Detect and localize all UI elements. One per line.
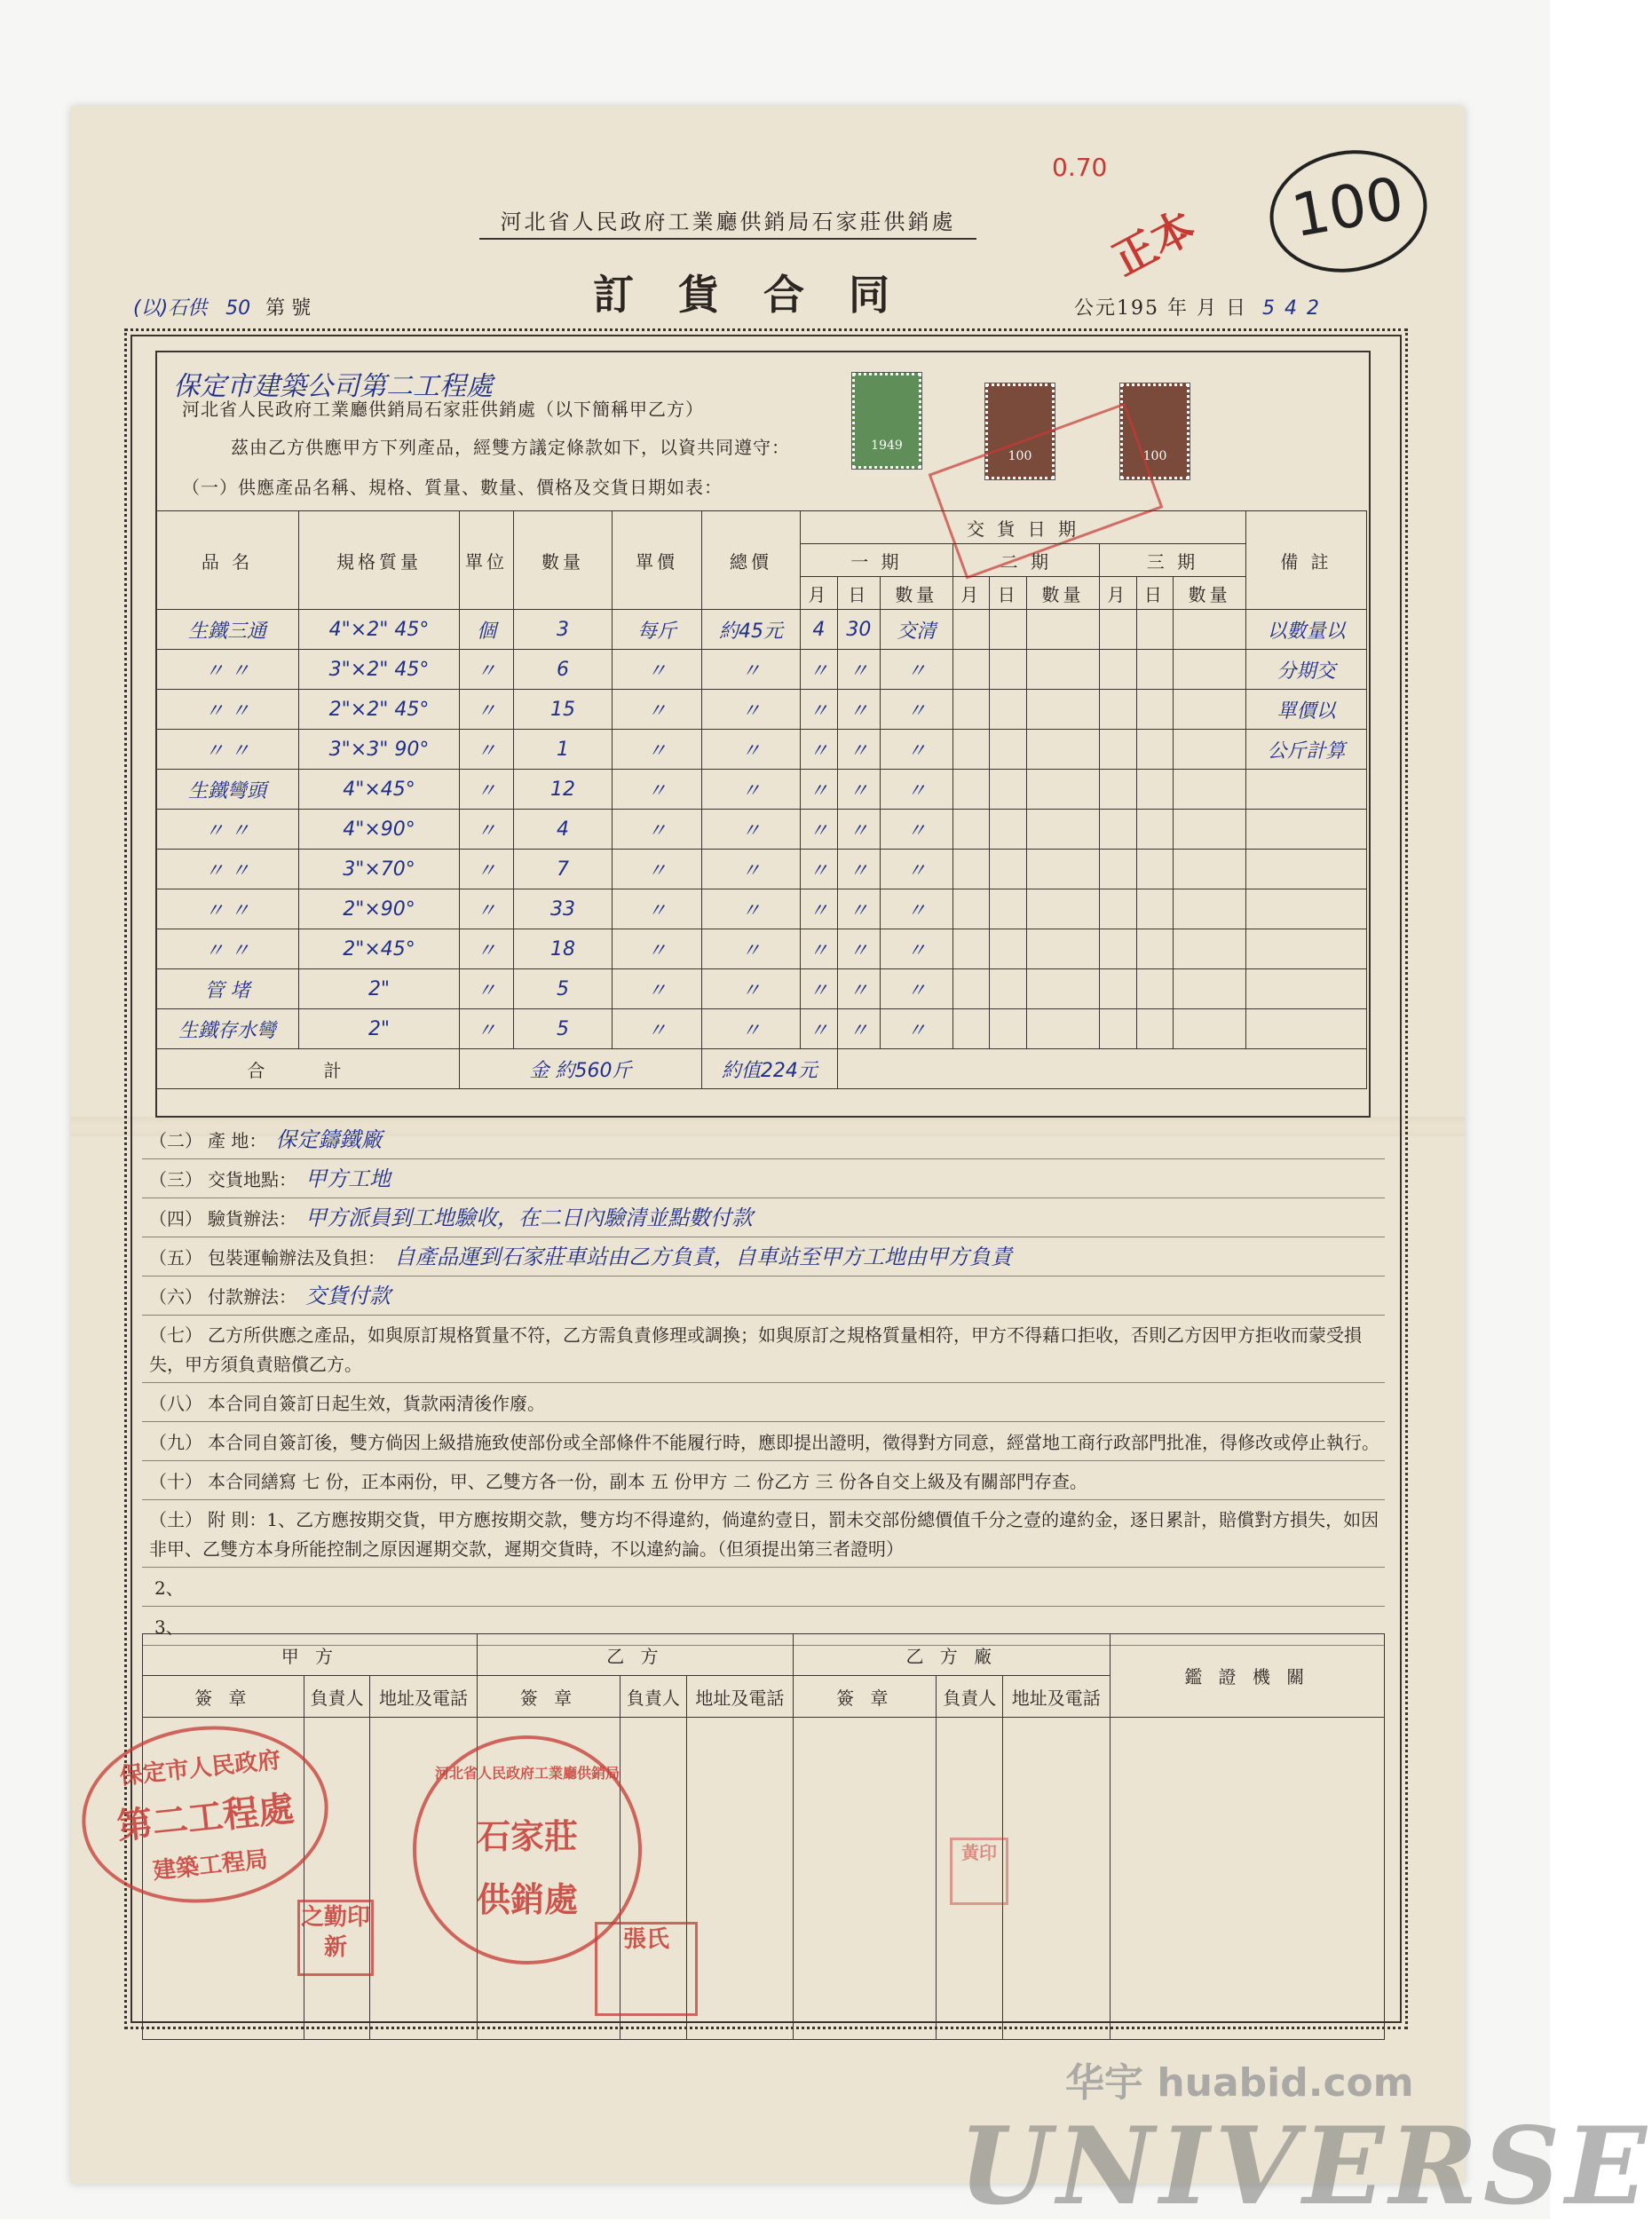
clause-number: （五） xyxy=(149,1247,202,1269)
cell-price: 〃 xyxy=(613,810,702,850)
col-price: 單價 xyxy=(613,511,702,610)
clause-number: （七） xyxy=(149,1324,202,1346)
cell-empty xyxy=(1136,810,1174,850)
clause-fill: 保定鑄鐵廠 xyxy=(275,1127,383,1152)
cell-qty: 7 xyxy=(514,850,613,889)
clause-fill: 甲方派員到工地驗收，在二日內驗清並點數付款 xyxy=(305,1205,753,1230)
cell-total: 〃 xyxy=(702,1009,801,1049)
cell-month: 〃 xyxy=(801,730,838,770)
cell-name: 〃 〃 xyxy=(156,730,299,770)
cell-empty xyxy=(1027,690,1100,730)
goods-row xyxy=(156,690,1367,730)
cell-empty xyxy=(990,929,1027,969)
factory-seal-cell xyxy=(794,1718,937,2040)
cell-amount: 〃 xyxy=(881,889,953,929)
cell-empty xyxy=(990,969,1027,1009)
cell-day: 〃 xyxy=(837,929,880,969)
cell-spec: 2" xyxy=(299,1009,460,1049)
clause-number: （十） xyxy=(149,1471,202,1492)
col-amount: 數量 xyxy=(881,577,953,610)
seal-label: 簽 章 xyxy=(794,1676,937,1718)
party-a-header: 甲 方 xyxy=(143,1634,478,1676)
col-qty: 數量 xyxy=(514,511,613,610)
cell-day: 〃 xyxy=(837,850,880,889)
cell-price: 〃 xyxy=(613,889,702,929)
cell-empty xyxy=(990,610,1027,650)
responsible-label: 負責人 xyxy=(620,1676,687,1718)
cell-empty xyxy=(952,650,990,690)
cell-spec: 2"×2" 45° xyxy=(299,690,460,730)
cell-total: 〃 xyxy=(702,810,801,850)
address-label: 地址及電話 xyxy=(1003,1676,1110,1718)
cell-empty xyxy=(952,850,990,889)
seal-label: 簽 章 xyxy=(477,1676,620,1718)
cell-spec: 4"×90° xyxy=(299,810,460,850)
cell-empty xyxy=(1027,929,1100,969)
cell-amount: 〃 xyxy=(881,1009,953,1049)
goods-row xyxy=(156,929,1367,969)
cell-total: 〃 xyxy=(702,770,801,810)
cell-empty xyxy=(952,810,990,850)
clause-number: （二） xyxy=(149,1130,202,1151)
cell-month: 〃 xyxy=(801,889,838,929)
cell-unit: 〃 xyxy=(460,929,514,969)
cell-empty xyxy=(1099,610,1136,650)
cell-remark: 分期交 xyxy=(1246,650,1367,690)
clause-label: 包裝運輸辦法及負担： xyxy=(208,1247,385,1269)
contract-clauses xyxy=(142,1120,1385,1646)
cell-amount: 〃 xyxy=(881,730,953,770)
col-amount: 數量 xyxy=(1174,577,1246,610)
cell-unit: 〃 xyxy=(460,810,514,850)
address-label: 地址及電話 xyxy=(686,1676,793,1718)
cell-empty xyxy=(1174,1009,1246,1049)
cell-remark: 單價以 xyxy=(1246,690,1367,730)
cell-empty xyxy=(1027,889,1100,929)
factory-header: 乙 方 廠 xyxy=(794,1634,1110,1676)
col-name: 品 名 xyxy=(156,511,299,610)
cell-empty xyxy=(1027,610,1100,650)
goods-row xyxy=(156,889,1367,929)
cell-empty xyxy=(952,969,990,1009)
cell-month: 〃 xyxy=(801,650,838,690)
clause-fill: 自產品運到石家莊車站由乙方負責，自車站至甲方工地由甲方負責 xyxy=(394,1245,1012,1269)
clause-line xyxy=(142,1422,1385,1461)
corner-number: 100 xyxy=(1261,138,1437,285)
cell-remark: 公斤計算 xyxy=(1246,730,1367,770)
cell-empty xyxy=(1099,850,1136,889)
cell-empty xyxy=(1136,889,1174,929)
cell-empty xyxy=(1136,730,1174,770)
cell-empty xyxy=(1099,770,1136,810)
cell-empty xyxy=(1136,650,1174,690)
personal-seal: 張氏 xyxy=(595,1922,698,2016)
goods-row xyxy=(156,730,1367,770)
cell-empty xyxy=(1174,969,1246,1009)
col-total: 總價 xyxy=(702,511,801,610)
cell-spec: 3"×70° xyxy=(299,850,460,889)
cell-month: 〃 xyxy=(801,770,838,810)
contract-prefix: (以)石供 xyxy=(133,297,208,320)
cell-empty xyxy=(1099,730,1136,770)
col-remark: 備 註 xyxy=(1246,511,1367,610)
cell-price: 每斤 xyxy=(613,610,702,650)
cell-day: 〃 xyxy=(837,810,880,850)
cell-empty xyxy=(952,730,990,770)
goods-row xyxy=(156,850,1367,889)
cell-spec: 3"×3" 90° xyxy=(299,730,460,770)
personal-seal: 之勤印新 xyxy=(297,1900,374,1976)
clause-fill: 甲方工地 xyxy=(305,1166,391,1191)
cell-empty xyxy=(1136,850,1174,889)
cell-remark xyxy=(1246,969,1367,1009)
watermark-word: UNIVERSE xyxy=(959,2104,1652,2229)
clause-number: （四） xyxy=(149,1208,202,1229)
clause-line xyxy=(142,1237,1385,1277)
cell-empty xyxy=(1099,650,1136,690)
clause-label: 附 則：1、乙方應按期交貨，甲方應按期交款，雙方均不得違約，倘違約壹日，罰未交部份總價值千分之壹的違約金，逐日累計，賠償對方損失，如因非甲、乙雙方本身所能控制之原因遲期交款，遲期交貨時，不以違約論。（但須提出第三者證明） xyxy=(149,1509,1379,1560)
cell-empty xyxy=(1099,929,1136,969)
party-b-header: 乙 方 xyxy=(477,1634,793,1676)
col-spec: 規格質量 xyxy=(299,511,460,610)
cell-empty xyxy=(1174,730,1246,770)
cell-empty xyxy=(952,770,990,810)
col-month: 月 xyxy=(801,577,838,610)
cell-amount: 〃 xyxy=(881,770,953,810)
total-amount: 金 約560斤 xyxy=(460,1049,702,1089)
clause-label: 本合同自簽訂日起生效，貨款兩清後作廢。 xyxy=(208,1393,545,1414)
cell-empty xyxy=(1136,770,1174,810)
cell-empty xyxy=(1174,690,1246,730)
cell-day: 〃 xyxy=(837,690,880,730)
goods-row xyxy=(156,650,1367,690)
seal-bottom-text: 供銷處 xyxy=(476,1879,578,1919)
goods-row xyxy=(156,810,1367,850)
seal-bottom-text: 建築工程局 xyxy=(151,1846,270,1885)
cell-amount: 〃 xyxy=(881,690,953,730)
col-period-2: 二 期 xyxy=(952,544,1099,577)
clause-line xyxy=(142,1316,1385,1383)
cell-remark xyxy=(1246,770,1367,810)
clause-fill: 交貨付款 xyxy=(305,1284,391,1308)
seal-mid-text: 石家莊 xyxy=(476,1816,578,1856)
clause-label: 交貨地點： xyxy=(208,1169,296,1190)
cell-empty xyxy=(1027,810,1100,850)
cell-empty xyxy=(1099,1009,1136,1049)
cell-empty xyxy=(990,810,1027,850)
cell-empty xyxy=(1099,810,1136,850)
cell-month: 〃 xyxy=(801,1009,838,1049)
section-one-heading: （一）供應產品名稱、規格、質量、數量、價格及交貨日期如表： xyxy=(182,477,723,498)
cell-spec: 2" xyxy=(299,969,460,1009)
col-period-1: 一 期 xyxy=(801,544,953,577)
cell-price: 〃 xyxy=(613,730,702,770)
col-unit: 單位 xyxy=(460,511,514,610)
cell-remark xyxy=(1246,1009,1367,1049)
contract-date xyxy=(1074,293,1321,320)
cell-remark xyxy=(1246,810,1367,850)
cell-name: 〃 〃 xyxy=(156,889,299,929)
cell-month: 〃 xyxy=(801,850,838,889)
clause-number: （土） xyxy=(149,1509,202,1530)
cell-day: 〃 xyxy=(837,770,880,810)
clause-label: 付款辦法： xyxy=(208,1286,296,1308)
col-month: 月 xyxy=(1099,577,1136,610)
cell-empty xyxy=(1174,889,1246,929)
total-value: 約值224元 xyxy=(702,1049,838,1089)
cell-unit: 〃 xyxy=(460,969,514,1009)
clause-label: 本合同自簽訂後，雙方倘因上級措施致使部份或全部條件不能履行時，應即提出證明，徵得對方同意，經當地工商行政部門批准，得修改或停止執行。 xyxy=(208,1432,1379,1453)
cell-empty xyxy=(952,1009,990,1049)
signature-table xyxy=(142,1633,1385,2040)
cell-total: 〃 xyxy=(702,850,801,889)
cell-empty xyxy=(1174,850,1246,889)
cell-total: 〃 xyxy=(702,929,801,969)
clause-line xyxy=(142,1159,1385,1198)
cell-qty: 18 xyxy=(514,929,613,969)
seal-top-text: 保定市人民政府 xyxy=(118,1746,282,1790)
col-day: 日 xyxy=(990,577,1027,610)
stamp-value: 100 xyxy=(1008,449,1032,463)
cell-name: 生鐵彎頭 xyxy=(156,770,299,810)
cell-empty xyxy=(837,1049,1366,1089)
cell-month: 4 xyxy=(801,610,838,650)
agreement-text: 茲由乙方供應甲方下列產品，經雙方議定條款如下，以資共同遵守： xyxy=(231,437,790,458)
certification-header: 鑑 證 機 關 xyxy=(1110,1634,1385,1718)
clause-label: 驗貨辦法： xyxy=(208,1208,296,1229)
responsible-label: 負責人 xyxy=(304,1676,370,1718)
cell-name: 生鐵存水彎 xyxy=(156,1009,299,1049)
clause-line xyxy=(142,1500,1385,1568)
goods-row xyxy=(156,1009,1367,1049)
cell-qty: 6 xyxy=(514,650,613,690)
cell-name: 〃 〃 xyxy=(156,850,299,889)
contract-number-label: 第 號 xyxy=(265,297,312,320)
certification-cell xyxy=(1110,1718,1385,2040)
cell-name: 〃 〃 xyxy=(156,650,299,690)
cell-unit: 〃 xyxy=(460,730,514,770)
cell-empty xyxy=(1136,969,1174,1009)
goods-table xyxy=(155,510,1367,1089)
cell-empty xyxy=(990,770,1027,810)
cell-empty xyxy=(1136,610,1174,650)
cell-price: 〃 xyxy=(613,690,702,730)
cell-price: 〃 xyxy=(613,650,702,690)
goods-row xyxy=(156,969,1367,1009)
cell-empty xyxy=(990,850,1027,889)
cell-name: 〃 〃 xyxy=(156,690,299,730)
date-label: 公元195 年 月 日 xyxy=(1074,297,1247,320)
cell-remark xyxy=(1246,929,1367,969)
clause-label: 本合同繕寫 七 份，正本兩份，甲、乙雙方各一份，副本 五 份甲方 二 份乙方 三 份各自交上級及有關部門存查。 xyxy=(208,1471,1087,1492)
cell-spec: 4"×2" 45° xyxy=(299,610,460,650)
watermark-brand: 华宇 huabid.com xyxy=(1065,2060,1414,2106)
cell-price: 〃 xyxy=(613,770,702,810)
cell-month: 〃 xyxy=(801,929,838,969)
party-b-name: 河北省人民政府工業廳供銷局石家莊供銷處（以下簡稱甲乙方） xyxy=(182,399,704,420)
red-pencil-note: 0.70 xyxy=(1052,153,1108,182)
cell-amount: 交清 xyxy=(881,610,953,650)
cell-empty xyxy=(1099,690,1136,730)
cell-empty xyxy=(952,889,990,929)
cell-empty xyxy=(1174,929,1246,969)
cell-spec: 4"×45° xyxy=(299,770,460,810)
clause-line xyxy=(142,1383,1385,1422)
clause-line xyxy=(142,1277,1385,1316)
cell-empty xyxy=(1099,969,1136,1009)
cell-empty xyxy=(952,929,990,969)
cell-spec: 2"×90° xyxy=(299,889,460,929)
col-period-3: 三 期 xyxy=(1099,544,1245,577)
contract-number xyxy=(133,293,311,320)
clause-line xyxy=(142,1120,1385,1159)
clause-number: （九） xyxy=(149,1432,202,1453)
col-delivery: 交 貨 日 期 xyxy=(801,511,1246,544)
cell-empty xyxy=(1027,650,1100,690)
clause-line xyxy=(142,1568,1385,1607)
cell-name: 〃 〃 xyxy=(156,929,299,969)
cell-day: 〃 xyxy=(837,650,880,690)
cell-unit: 〃 xyxy=(460,690,514,730)
cell-day: 〃 xyxy=(837,1009,880,1049)
cell-amount: 〃 xyxy=(881,929,953,969)
goods-row xyxy=(156,770,1367,810)
cell-total: 〃 xyxy=(702,650,801,690)
col-day: 日 xyxy=(1136,577,1174,610)
cell-qty: 3 xyxy=(514,610,613,650)
cell-price: 〃 xyxy=(613,1009,702,1049)
cell-day: 30 xyxy=(837,610,880,650)
cell-name: 管 堵 xyxy=(156,969,299,1009)
contract-number-value: 50 xyxy=(225,297,251,320)
cell-amount: 〃 xyxy=(881,650,953,690)
cell-price: 〃 xyxy=(613,850,702,889)
cell-qty: 1 xyxy=(514,730,613,770)
cell-total: 〃 xyxy=(702,690,801,730)
col-day: 日 xyxy=(837,577,880,610)
cell-price: 〃 xyxy=(613,929,702,969)
cell-total: 〃 xyxy=(702,889,801,929)
cell-month: 〃 xyxy=(801,810,838,850)
clause-label: 乙方所供應之產品，如與原訂規格質量不符，乙方需負責修理或調換；如與原訂之規格質量相符，甲方不得藉口拒收，否則乙方因甲方拒收而蒙受損失，甲方須負責賠償乙方。 xyxy=(149,1324,1362,1375)
cell-month: 〃 xyxy=(801,690,838,730)
cell-total: 〃 xyxy=(702,730,801,770)
cell-empty xyxy=(952,610,990,650)
cell-empty xyxy=(1174,650,1246,690)
cell-empty xyxy=(1027,770,1100,810)
date-values: 5 4 2 xyxy=(1261,297,1321,320)
cell-unit: 〃 xyxy=(460,889,514,929)
cell-qty: 5 xyxy=(514,1009,613,1049)
seal-outer-text: 河北省人民政府工業廳供銷局 xyxy=(434,1765,620,1782)
cell-amount: 〃 xyxy=(881,850,953,889)
seal-mid-text: 第二工程處 xyxy=(115,1787,296,1848)
cell-day: 〃 xyxy=(837,889,880,929)
seal-label: 簽 章 xyxy=(143,1676,304,1718)
revenue-stamp xyxy=(852,373,921,469)
goods-row xyxy=(156,610,1367,650)
cell-qty: 5 xyxy=(514,969,613,1009)
cell-day: 〃 xyxy=(837,969,880,1009)
cell-unit: 〃 xyxy=(460,650,514,690)
cell-empty xyxy=(990,650,1027,690)
cell-qty: 33 xyxy=(514,889,613,929)
cell-unit: 個 xyxy=(460,610,514,650)
cell-remark: 以數量以 xyxy=(1246,610,1367,650)
cell-unit: 〃 xyxy=(460,850,514,889)
cell-amount: 〃 xyxy=(881,810,953,850)
personal-seal: 黃印 xyxy=(950,1838,1008,1905)
clause-number: （八） xyxy=(149,1393,202,1414)
document-title: 訂貨合同 xyxy=(593,271,934,319)
cell-empty xyxy=(1174,610,1246,650)
cell-spec: 3"×2" 45° xyxy=(299,650,460,690)
stamp-value: 1949 xyxy=(871,439,903,453)
cell-total: 約45元 xyxy=(702,610,801,650)
cell-qty: 4 xyxy=(514,810,613,850)
cell-qty: 15 xyxy=(514,690,613,730)
cell-empty xyxy=(990,1009,1027,1049)
clause-label: 2、 xyxy=(154,1577,184,1599)
cell-empty xyxy=(990,690,1027,730)
total-row xyxy=(156,1049,1367,1089)
cell-month: 〃 xyxy=(801,969,838,1009)
cell-day: 〃 xyxy=(837,730,880,770)
cell-remark xyxy=(1246,889,1367,929)
clause-label: 產 地： xyxy=(208,1130,267,1151)
stamp-value: 100 xyxy=(1142,449,1167,463)
cell-empty xyxy=(1174,770,1246,810)
original-copy-stamp: 正本 xyxy=(1104,202,1204,286)
col-month: 月 xyxy=(952,577,990,610)
cell-empty xyxy=(1099,889,1136,929)
cell-price: 〃 xyxy=(613,969,702,1009)
cell-name: 〃 〃 xyxy=(156,810,299,850)
cell-qty: 12 xyxy=(514,770,613,810)
cell-empty xyxy=(1136,929,1174,969)
responsible-label: 負責人 xyxy=(937,1676,1003,1718)
cell-empty xyxy=(1174,810,1246,850)
clause-label: 3、 xyxy=(154,1616,184,1638)
cell-empty xyxy=(1027,850,1100,889)
cell-empty xyxy=(1136,690,1174,730)
cell-empty xyxy=(1027,730,1100,770)
cell-unit: 〃 xyxy=(460,1009,514,1049)
cell-empty xyxy=(952,690,990,730)
cell-empty xyxy=(990,889,1027,929)
cell-empty xyxy=(1136,1009,1174,1049)
cell-unit: 〃 xyxy=(460,770,514,810)
cell-amount: 〃 xyxy=(881,969,953,1009)
party-a-name: 保定市建築公司第二工程處 xyxy=(173,371,493,402)
col-amount: 數量 xyxy=(1027,577,1100,610)
cell-spec: 2"×45° xyxy=(299,929,460,969)
clause-line xyxy=(142,1198,1385,1237)
cell-empty xyxy=(1027,969,1100,1009)
clause-number: （六） xyxy=(149,1286,202,1308)
issuing-office: 河北省人民政府工業廳供銷局石家莊供銷處 xyxy=(479,204,976,240)
cell-name: 生鐵三通 xyxy=(156,610,299,650)
total-label: 合 計 xyxy=(156,1049,460,1089)
cell-empty xyxy=(990,730,1027,770)
address-label: 地址及電話 xyxy=(370,1676,477,1718)
clause-number: （三） xyxy=(149,1169,202,1190)
clause-line xyxy=(142,1461,1385,1500)
cell-remark xyxy=(1246,850,1367,889)
cell-empty xyxy=(1027,1009,1100,1049)
cell-total: 〃 xyxy=(702,969,801,1009)
